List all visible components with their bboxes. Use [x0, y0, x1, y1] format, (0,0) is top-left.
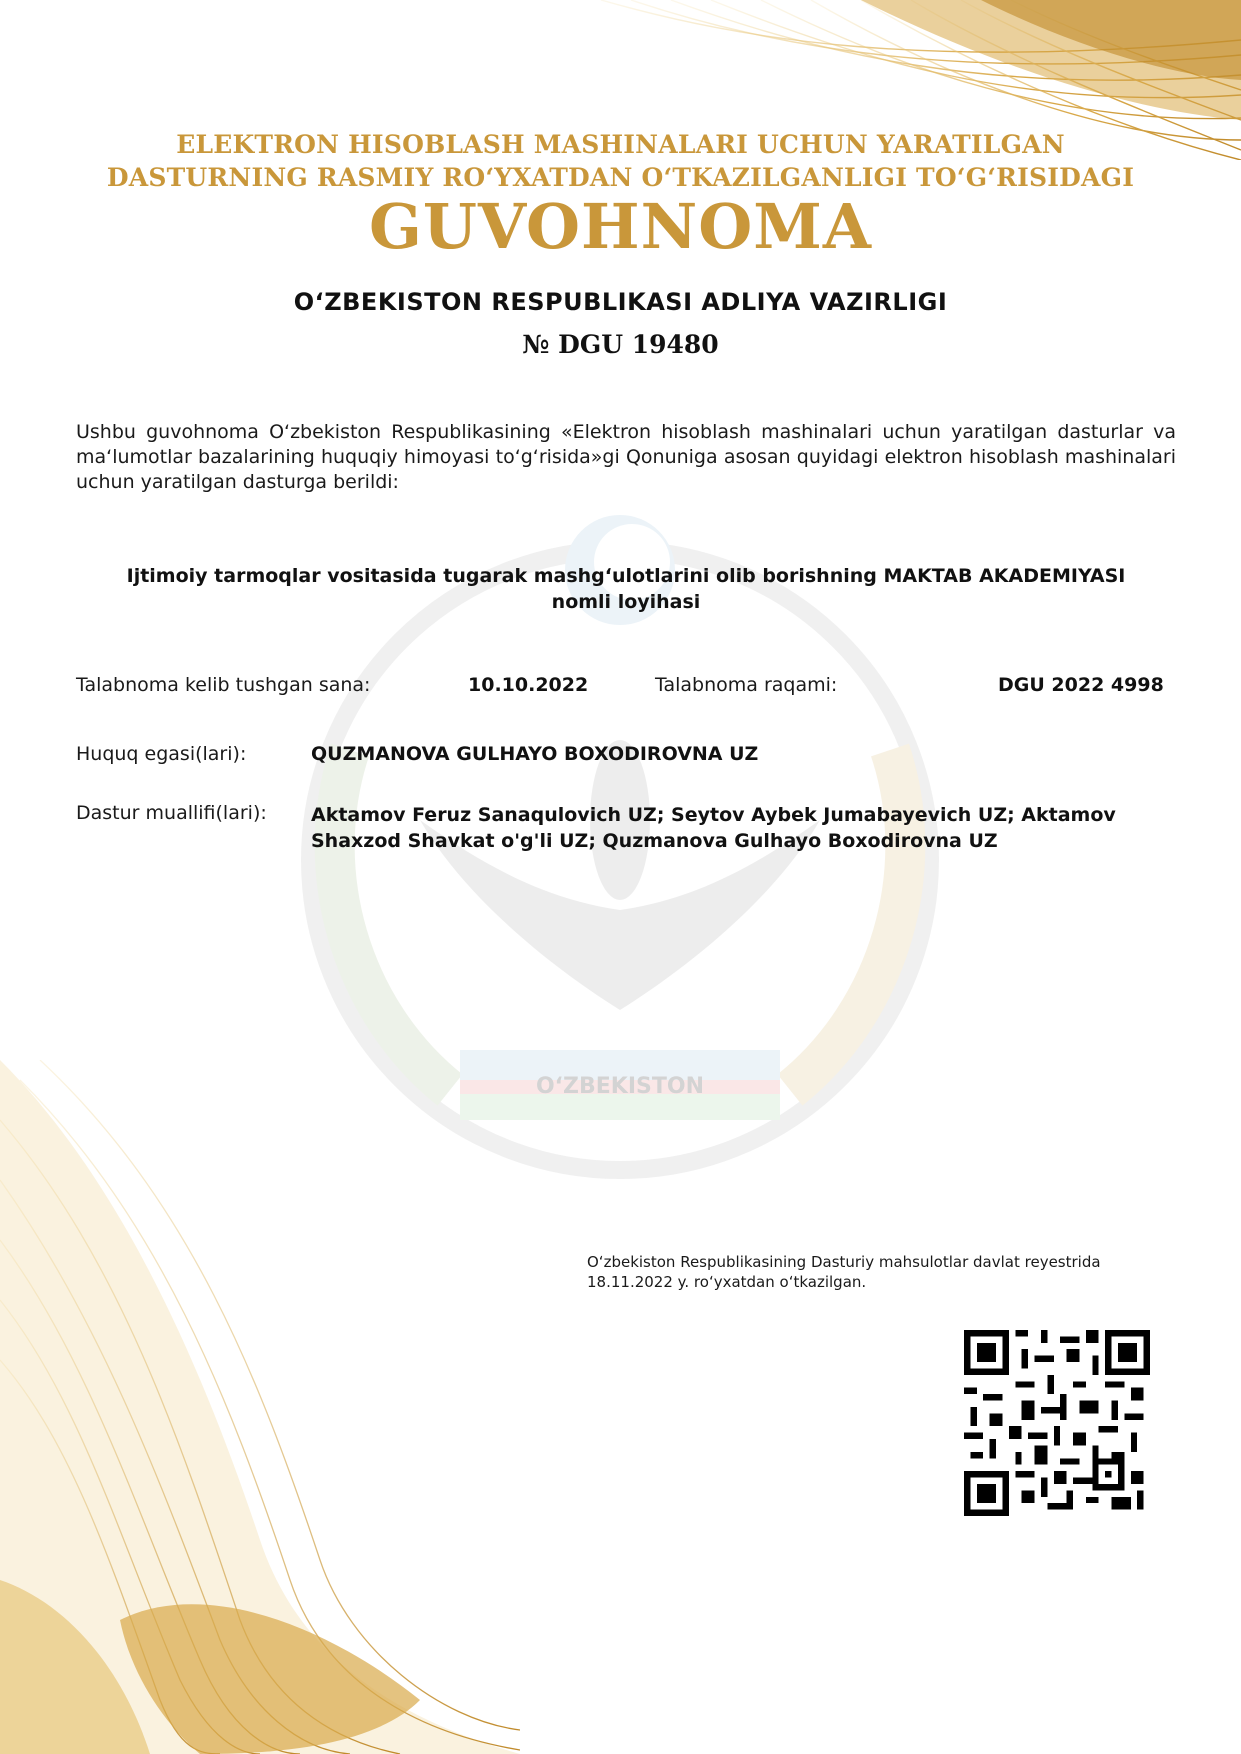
authors-line-1: Aktamov Feruz Sanaqulovich UZ; Seytov Aybek Jumabayevich UZ; Aktamov	[311, 804, 1116, 826]
registry-line-2: 18.11.2022 y. roʻyxatdan oʻtkazilgan.	[587, 1273, 867, 1291]
authors-label: Dastur muallifi(lari):	[76, 802, 267, 824]
program-title	[76, 563, 1176, 615]
intro-paragraph: Ushbu guvohnoma Oʻzbekiston Respublikasining «Elektron hisoblash mashinalari uchun yaratilgan dasturlar va maʻlumotlar bazalarining huquqiy himoyasi toʻgʻrisida»gi Qonuniga asosan quyidagi elektron hisoblash mashinalari uchun yaratilgan dasturga berildi:	[76, 421, 1176, 493]
document-title: GUVOHNOMA	[368, 190, 873, 263]
qr-code-icon[interactable]	[964, 1330, 1150, 1516]
ministry-name: OʻZBEKISTON RESPUBLIKASI ADLIYA VAZIRLIGI	[293, 288, 948, 316]
registry-note	[587, 1252, 1177, 1292]
authors-line-2: Shaxzod Shavkat o'g'li UZ; Quzmanova Gulhayo Boxodirovna UZ	[311, 830, 998, 852]
authors-value	[311, 802, 1181, 854]
program-title-line-2: nomli loyihasi	[551, 591, 701, 613]
header-line-2: DASTURNING RASMIY ROʻYXATDAN OʻTKAZILGANLIGI TOʻGʻRISIDAGI	[106, 163, 1135, 192]
application-date-label: Talabnoma kelib tushgan sana:	[76, 674, 371, 696]
application-number-label: Talabnoma raqami:	[655, 674, 838, 696]
program-title-line-1: Ijtimoiy tarmoqlar vositasida tugarak mashgʻulotlarini olib borishning MAKTAB AKADEMIYASI	[126, 565, 1126, 587]
emblem-ribbon-text: OʻZBEKISTON	[535, 1074, 705, 1099]
certificate-number: № DGU 19480	[522, 330, 719, 359]
gold-wave-decoration-bottom	[0, 1060, 520, 1754]
application-date-value: 10.10.2022	[468, 674, 589, 696]
header-line-1: ELEKTRON HISOBLASH MASHINALARI UCHUN YARATILGAN	[176, 130, 1065, 159]
application-number-value: DGU 2022 4998	[998, 674, 1164, 696]
rights-holder-label: Huquq egasi(lari):	[76, 743, 247, 765]
rights-holder-value: QUZMANOVA GULHAYO BOXODIROVNA UZ	[311, 743, 759, 765]
registry-line-1: Oʻzbekiston Respublikasining Dasturiy mahsulotlar davlat reyestrida	[587, 1253, 1101, 1271]
